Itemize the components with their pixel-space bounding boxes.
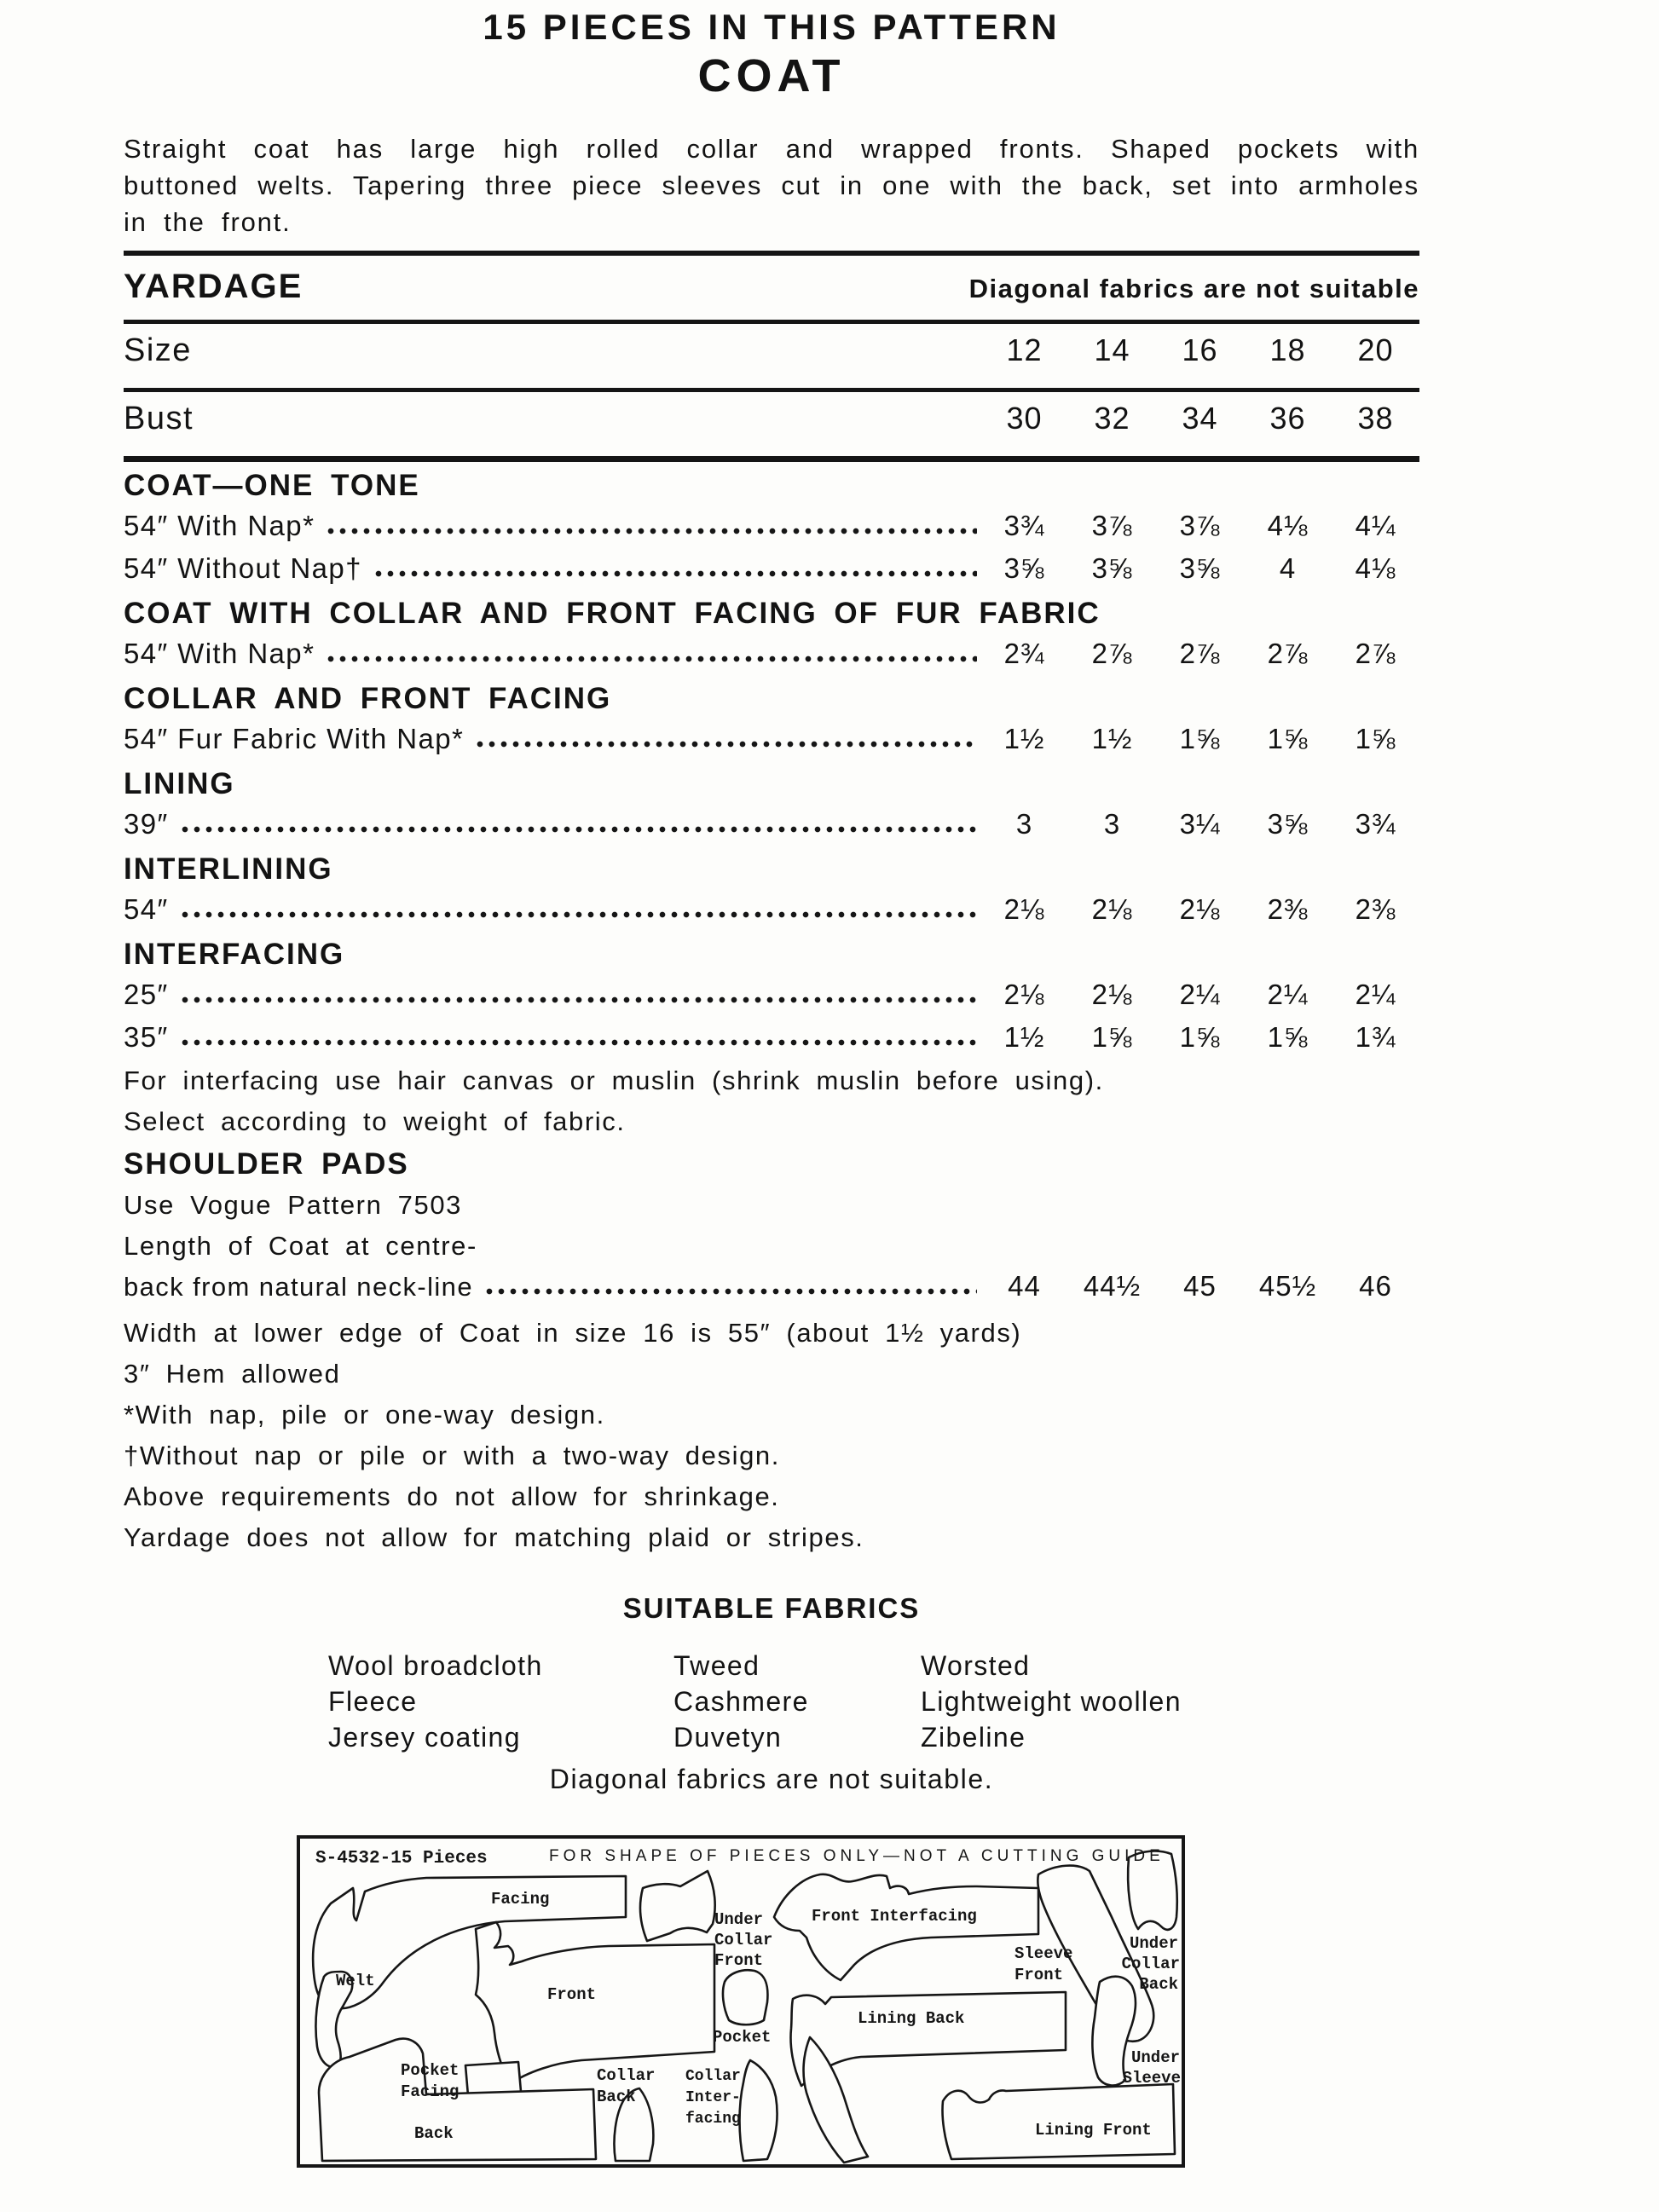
yardage-row-values [980,723,1419,755]
yardage-value: 3¼ [1179,808,1221,840]
dot-leader [179,823,977,834]
yardage-value: 1⅝ [1267,723,1309,755]
lining-back-label: Lining Back [858,2009,965,2028]
yardage-value: 3⅝ [1267,808,1309,840]
yardage-value: 3⅝ [1091,552,1133,585]
size-value: 20 [1357,332,1394,368]
yardage-value: 2¼ [1355,979,1396,1011]
garment-title: COAT [697,50,846,101]
dot-leader [325,525,977,535]
yardage-value: 2⅞ [1267,638,1309,670]
under-sleeve-label: Under [1130,2048,1180,2067]
front-interfacing-label: Front Interfacing [812,1907,977,1926]
size-value: 16 [1182,332,1218,368]
collar-back-label: Collar [597,2066,656,2085]
yardage-row-values [980,893,1419,926]
under-sleeve-label: Sleeve [1122,2069,1181,2088]
size-row [124,324,1419,379]
yardage-section-heading: COAT—ONE TONE [124,469,420,503]
under-collar-front-label: Under [714,1910,764,1929]
yardage-section-heading: INTERFACING [124,938,345,972]
fabric-item: Fleece [328,1685,418,1717]
footnote: Above requirements do not allow for shrinkage. [124,1481,780,1512]
bust-value: 32 [1094,401,1130,436]
yardage-value: 1½ [1091,723,1133,755]
under-collar-back-label: Back [1139,1975,1178,1994]
collar-back-label: Back [597,2088,636,2106]
bust-row [124,392,1419,448]
pieces-count-title: 15 PIECES IN THIS PATTERN [483,7,1061,47]
fabric-item: Lightweight woollen [921,1685,1182,1717]
yardage-value: 3⅞ [1179,510,1221,542]
yardage-value: 2⅜ [1355,893,1396,926]
yardage-value: 4⅛ [1267,510,1309,542]
suitable-fabrics-heading: SUITABLE FABRICS [622,1592,921,1625]
yardage-row-label: 35″ [124,1021,169,1054]
under-collar-front-piece [640,1871,715,1941]
collar-interfacing-label: Collar [685,2068,741,2085]
yardage-row [124,888,1419,931]
yardage-value: 1½ [1003,1021,1045,1054]
fabrics-column [673,1649,921,1755]
dot-leader [373,568,977,578]
yardage-value: 4 [1279,552,1297,585]
yardage-value: 1⅝ [1179,723,1221,755]
yardage-value: 3¾ [1355,808,1396,840]
yardage-value: 1⅝ [1091,1021,1133,1054]
under-collar-back-label: Under [1129,1934,1178,1953]
yardage-value: 1⅝ [1179,1021,1221,1054]
front-interfacing-piece [774,1874,1038,1980]
yardage-value: 3⅞ [1091,510,1133,542]
yardage-row [124,1016,1419,1059]
length-value: 45½ [1258,1270,1317,1302]
fabric-item: Tweed [673,1650,760,1682]
yardage-value: 3 [1015,808,1033,840]
yardage-value: 2⅛ [1091,893,1133,926]
lining-front-label: Lining Front [1035,2121,1152,2140]
yardage-row-label: 54″ With Nap* [124,638,315,670]
title-block [124,0,1419,102]
interfacing-note: For interfacing use hair canvas or muslin (shrink muslin before using). [124,1066,1104,1096]
dot-leader [179,1037,977,1047]
yardage-section-heading: INTERLINING [124,852,333,887]
yardage-row [124,803,1419,846]
pocket-piece [723,1970,768,2024]
fabric-item: Worsted [921,1650,1031,1682]
pattern-pieces-drawing [300,1839,1182,2164]
length-value: 45 [1183,1270,1217,1302]
coat-length-label: back from natural neck-line [124,1272,473,1302]
fabric-item: Zibeline [921,1721,1026,1753]
yardage-value: 1⅝ [1355,723,1396,755]
diagram-id-label: S-4532-15 Pieces [315,1849,488,1868]
fabric-item: Cashmere [673,1685,809,1717]
size-label: Size [124,332,192,369]
yardage-value: 2⅞ [1091,638,1133,670]
yardage-value: 4⅛ [1355,552,1396,585]
diagonal-fabrics-footer: Diagonal fabrics are not suitable. [549,1764,994,1795]
yardage-row-values [980,808,1419,840]
yardage-row [124,973,1419,1016]
yardage-value: 2¼ [1179,979,1221,1011]
yardage-row-values [980,638,1419,670]
back-label: Back [414,2124,454,2143]
yardage-row-label: 54″ [124,893,169,926]
suitable-fabrics-section [124,1592,1419,1795]
yardage-row-label: 39″ [124,808,169,840]
dot-leader [179,909,977,919]
collar-interfacing-label: Inter- [685,2089,741,2106]
pocket-facing-label: Pocket [401,2061,460,2080]
garment-description: Straight coat has large high rolled collar and wrapped fronts. Shaped pockets with buttoned welts. Tapering three piece sleeves cut in one with the back, set into armholes in the front. [124,134,1419,237]
footnote: 3″ Hem allowed [124,1359,341,1389]
shoulder-pads-heading: SHOULDER PADS [124,1147,409,1181]
footnote: †Without nap or pile or with a two-way design. [124,1441,780,1471]
yardage-title: YARDAGE [124,268,303,306]
interfacing-note: Select according to weight of fabric. [124,1106,626,1137]
length-value: 46 [1359,1270,1392,1302]
yardage-section-heading: LINING [124,767,235,801]
yardage-diagonal-note: Diagonal fabrics are not suitable [968,274,1419,304]
yardage-value: 3 [1103,808,1121,840]
yardage-row-values [980,510,1419,542]
length-value: 44½ [1083,1270,1142,1302]
fabric-item: Wool broadcloth [328,1650,543,1682]
divider [124,456,1419,462]
yardage-value: 2¼ [1267,979,1309,1011]
yardage-value: 3¾ [1003,510,1045,542]
diagram-caption: FOR SHAPE OF PIECES ONLY—NOT A CUTTING GUIDE [549,1847,1165,1865]
dot-leader [483,1285,977,1296]
dot-leader [325,653,977,663]
coat-length-row [124,1265,1419,1308]
yardage-row-values [980,979,1419,1011]
yardage-section-heading: COLLAR AND FRONT FACING [124,682,612,716]
yardage-row-label: 54″ With Nap* [124,510,315,542]
under-collar-back-label: Collar [1121,1955,1180,1973]
size-values [980,332,1419,368]
pattern-pieces-diagram [297,1835,1185,2168]
yardage-value: 1¾ [1355,1021,1396,1054]
front-label: Front [547,1985,597,2004]
yardage-row [124,547,1419,590]
yardage-row-values [980,1021,1419,1054]
yardage-row [124,718,1419,760]
collar-interfacing-piece [740,2060,777,2161]
yardage-value: 2⅛ [1003,893,1045,926]
yardage-value: 3⅝ [1003,552,1045,585]
yardage-header [124,256,1419,311]
yardage-row-values [980,552,1419,585]
collar-interfacing-label: facing [685,2111,741,2128]
size-value: 12 [1006,332,1043,368]
bust-label: Bust [124,401,194,437]
yardage-value: 2⅛ [1179,893,1221,926]
yardage-row-label: 25″ [124,979,169,1011]
footnote: Width at lower edge of Coat in size 16 is 55″ (about 1½ yards) [124,1318,1022,1349]
size-value: 18 [1269,332,1306,368]
coat-length-values [980,1270,1419,1302]
bust-value: 36 [1269,401,1306,436]
facing-label: Facing [491,1890,550,1909]
yardage-row [124,505,1419,547]
pocket-facing-label: Facing [401,2082,460,2101]
dot-leader [179,994,977,1004]
yardage-value: 2⅞ [1355,638,1396,670]
pattern-instruction-sheet [124,0,1419,1795]
size-value: 14 [1094,332,1130,368]
yardage-value: 2¾ [1003,638,1045,670]
yardage-value: 1½ [1003,723,1045,755]
under-collar-front-label: Front [714,1951,764,1970]
fabric-item: Duvetyn [673,1721,783,1753]
coat-length-line: Length of Coat at centre- [124,1231,477,1262]
sleeve-front-label: Sleeve [1014,1944,1073,1963]
yardage-row-label: 54″ Without Nap† [124,552,362,585]
yardage-value: 2⅛ [1003,979,1045,1011]
yardage-value: 2⅞ [1179,638,1221,670]
under-collar-front-label: Collar [714,1931,773,1949]
yardage-value: 2⅜ [1267,893,1309,926]
yardage-value: 4¼ [1355,510,1396,542]
suitable-fabrics-columns [328,1649,1419,1755]
dot-leader [474,738,977,748]
shoulder-pads-pattern-note: Use Vogue Pattern 7503 [124,1190,463,1221]
pocket-label: Pocket [713,2028,772,2047]
fabrics-column [328,1649,673,1755]
yardage-section-heading: COAT WITH COLLAR AND FRONT FACING OF FUR FABRIC [124,597,1101,631]
bust-value: 38 [1357,401,1394,436]
bust-value: 34 [1182,401,1218,436]
yardage-value: 2⅛ [1091,979,1133,1011]
yardage-value: 3⅝ [1179,552,1221,585]
yardage-row [124,632,1419,675]
welt-label: Welt [336,1972,375,1990]
fabric-item: Jersey coating [328,1721,521,1753]
bust-value: 30 [1006,401,1043,436]
length-value: 44 [1008,1270,1041,1302]
sleeve-front-label: Front [1014,1966,1064,1984]
bust-values [980,401,1419,436]
yardage-value: 1⅝ [1267,1021,1309,1054]
footnote: *With nap, pile or one-way design. [124,1400,605,1430]
yardage-row-label: 54″ Fur Fabric With Nap* [124,723,465,755]
footnote: Yardage does not allow for matching plaid or stripes. [124,1522,864,1553]
fabrics-column [921,1649,1182,1755]
